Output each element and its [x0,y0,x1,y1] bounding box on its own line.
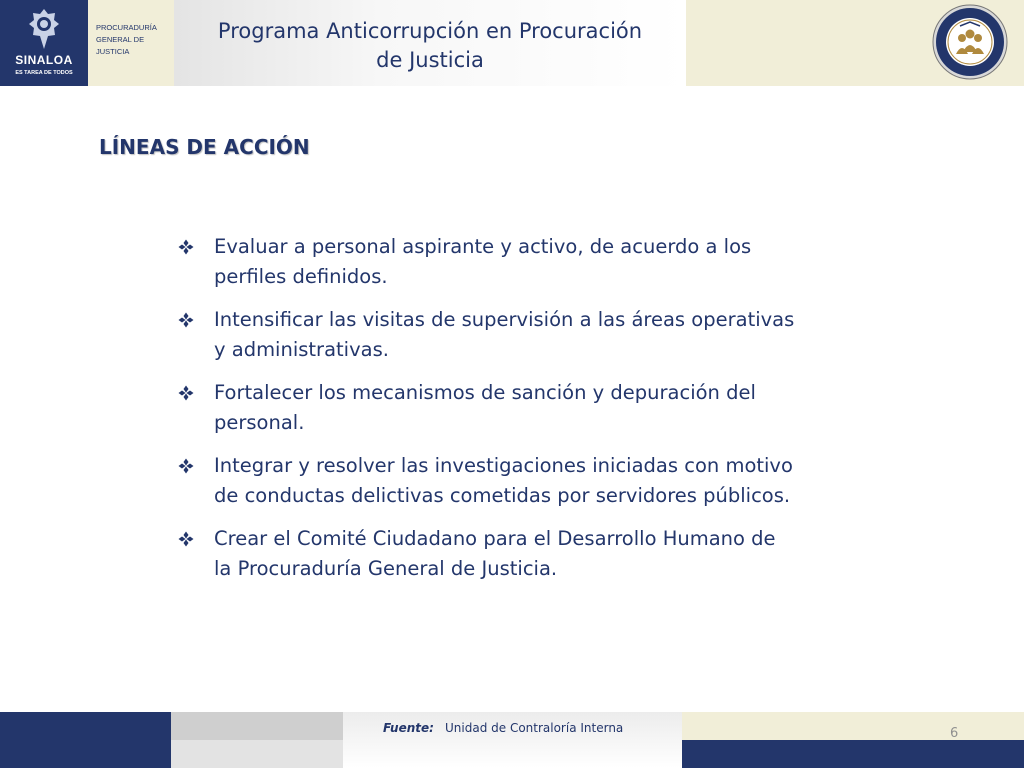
slide-footer [0,712,1024,768]
state-motto: ES TAREA DE TODOS [15,70,73,76]
footer-light-gray-block [171,740,343,768]
item-text: Integrar y resolver las investigaciones iniciadas con motivo [214,454,793,477]
diamond-bullet-icon [178,458,194,474]
item-text: la Procuraduría General de Justicia. [214,557,558,580]
diamond-bullet-icon [178,312,194,328]
sinaloa-logo [0,0,88,86]
footer-navy-strip [682,740,1024,768]
procuraduria-seal-icon [932,4,1008,80]
slide-title [174,17,686,75]
organization-name [96,22,172,58]
organization-block [88,0,174,86]
action-lines-list [178,232,908,597]
organization-line: GENERAL DE [96,35,145,44]
footer-gray-block [171,712,343,740]
diamond-bullet-icon [178,531,194,547]
organization-line: JUSTICIA [96,47,130,56]
source-label: Fuente: [383,721,434,735]
item-text: personal. [214,411,305,434]
list-item [178,305,908,365]
slide-title-line: de Justicia [376,48,484,72]
source-value: Unidad de Contraloría Interna [445,721,624,735]
footer-navy-block [0,712,171,768]
list-item [178,451,908,511]
item-text: Evaluar a personal aspirante y activo, de acuerdo a los [214,235,752,258]
slide-header [0,0,1024,86]
section-heading: LÍNEAS DE ACCIÓN [99,135,310,159]
item-text: Fortalecer los mecanismos de sanción y depuración del [214,381,756,404]
list-item [178,378,908,438]
slide-title-line: Programa Anticorrupción en Procuración [217,19,643,43]
organization-line: PROCURADURÍA [96,23,157,32]
state-crest-icon [28,8,60,50]
list-item [178,524,908,584]
item-text: de conductas delictivas cometidas por servidores públicos. [214,484,791,507]
diamond-bullet-icon [178,385,194,401]
title-block [174,0,686,86]
list-item [178,232,908,292]
item-text: Intensificar las visitas de supervisión a las áreas operativas [214,308,795,331]
item-text: Crear el Comité Ciudadano para el Desarrollo Humano de [214,527,776,550]
item-text: y administrativas. [214,338,389,361]
item-text: perfiles definidos. [214,265,388,288]
diamond-bullet-icon [178,239,194,255]
page-number: 6 [950,726,959,741]
state-name: SINALOA [15,53,73,67]
footer-cream-block [682,712,1024,740]
